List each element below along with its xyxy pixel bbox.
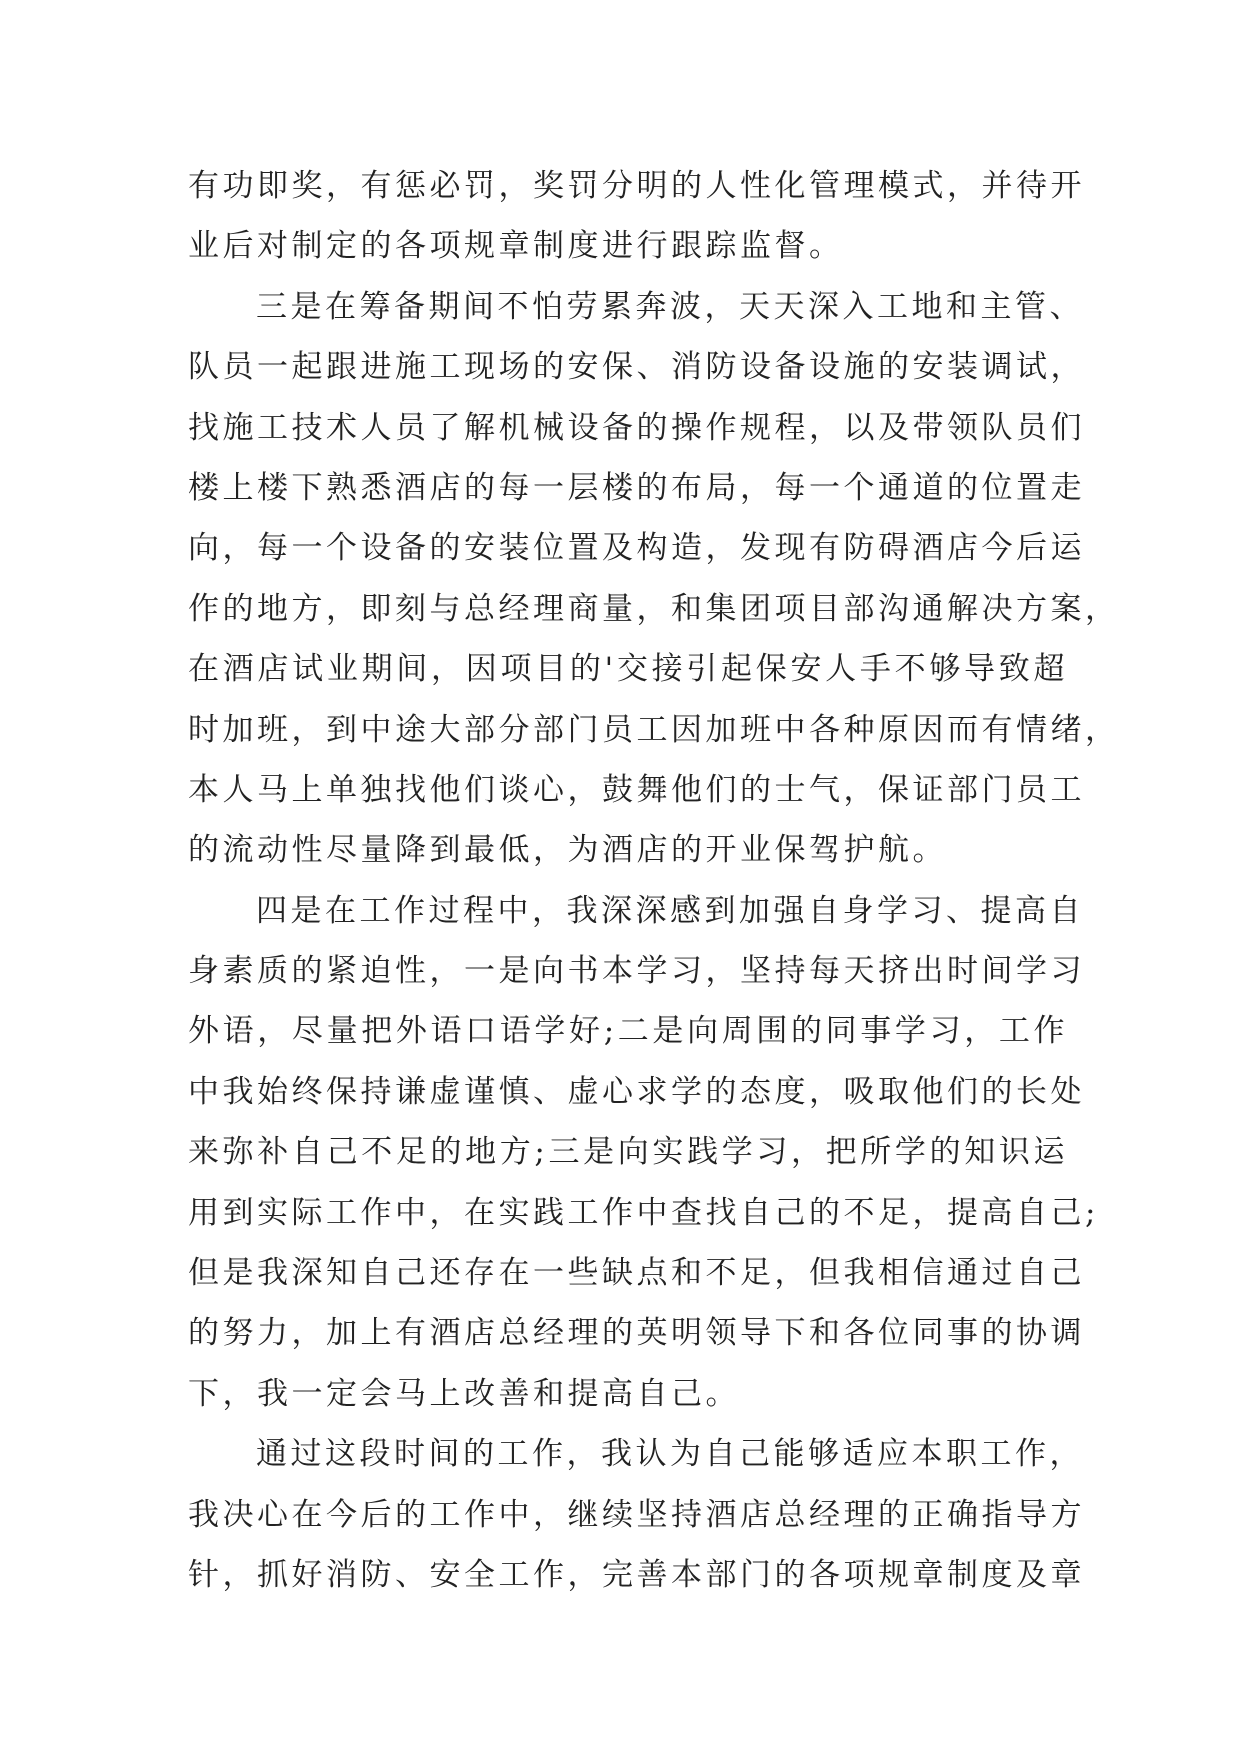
text-line: 三是在筹备期间不怕劳累奔波，天天深入工地和主管、 bbox=[256, 288, 1084, 325]
text-line: 时加班，到中途大部分部门员工因加班中各种原因而有情绪， bbox=[188, 711, 1120, 748]
text-line: 用到实际工作中，在实践工作中查找自己的不足，提高自己; bbox=[188, 1194, 1099, 1231]
text-line: 楼上楼下熟悉酒店的每一层楼的布局，每一个通道的位置走 bbox=[188, 469, 1085, 506]
body-text bbox=[188, 156, 1120, 1605]
text-line: 中我始终保持谦虚谨慎、虚心求学的态度，吸取他们的长处 bbox=[188, 1073, 1085, 1110]
text-line: 但是我深知自己还存在一些缺点和不足，但我相信通过自己 bbox=[188, 1255, 1085, 1292]
text-line: 的流动性尽量降到最低，为酒店的开业保驾护航。 bbox=[188, 832, 947, 869]
text-line: 四是在工作过程中，我深深感到加强自身学习、提高自 bbox=[256, 892, 1084, 929]
text-line: 本人马上单独找他们谈心，鼓舞他们的士气，保证部门员工 bbox=[188, 771, 1085, 808]
text-line: 向，每一个设备的安装位置及构造，发现有防碍酒店今后运 bbox=[188, 530, 1085, 567]
text-line: 下，我一定会马上改善和提高自己。 bbox=[188, 1375, 740, 1412]
text-line: 的努力，加上有酒店总经理的英明领导下和各位同事的协调 bbox=[188, 1315, 1085, 1352]
text-line: 外语，尽量把外语口语学好;二是向周围的同事学习，工作 bbox=[188, 1013, 1068, 1050]
text-line: 身素质的紧迫性，一是向书本学习，坚持每天挤出时间学习 bbox=[188, 953, 1085, 990]
text-line: 我决心在今后的工作中，继续坚持酒店总经理的正确指导方 bbox=[188, 1496, 1085, 1533]
text-line: 在酒店试业期间，因项目的'交接引起保安人手不够导致超 bbox=[188, 651, 1068, 688]
text-line: 针，抓好消防、安全工作，完善本部门的各项规章制度及章 bbox=[188, 1556, 1085, 1593]
text-line: 队员一起跟进施工现场的安保、消防设备设施的安装调试， bbox=[188, 349, 1085, 386]
text-line: 有功即奖，有惩必罚，奖罚分明的人性化管理模式，并待开 bbox=[188, 168, 1085, 204]
text-line: 业后对制定的各项规章制度进行跟踪监督。 bbox=[188, 228, 844, 265]
text-line: 作的地方，即刻与总经理商量，和集团项目部沟通解决方案， bbox=[188, 590, 1120, 627]
text-line: 找施工技术人员了解机械设备的操作规程，以及带领队员们 bbox=[188, 409, 1085, 446]
text-line: 通过这段时间的工作，我认为自己能够适应本职工作， bbox=[256, 1436, 1084, 1473]
text-line: 来弥补自己不足的地方;三是向实践学习，把所学的知识运 bbox=[188, 1134, 1068, 1171]
